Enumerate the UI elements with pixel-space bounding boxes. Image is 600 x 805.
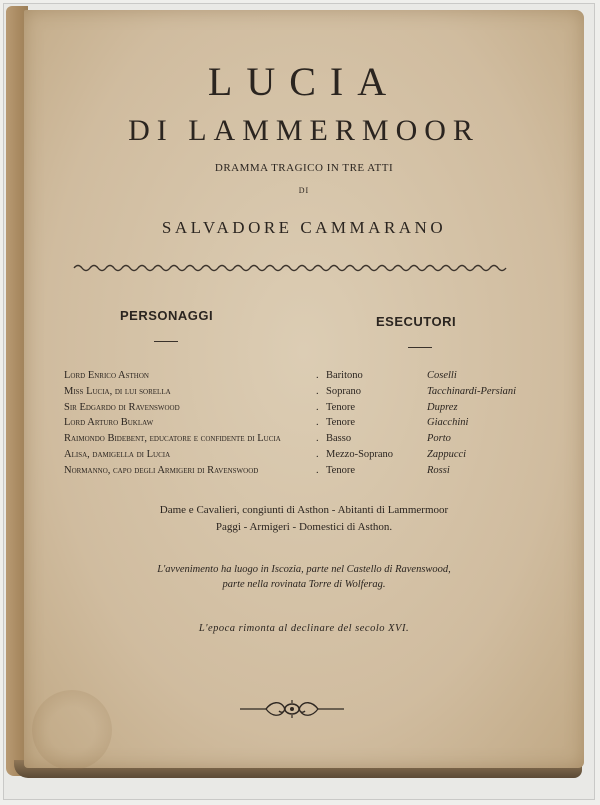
dot-leader: . — [316, 385, 326, 397]
singer-name: Duprez — [427, 401, 458, 413]
voice-type: Tenore — [326, 464, 355, 476]
voice-type: Tenore — [326, 417, 355, 429]
character-name: Lord Enrico Asthon — [64, 370, 149, 381]
character-name: Alisa, damigella di Lucia — [64, 448, 171, 460]
voice-type: Tenore — [326, 401, 355, 413]
setting-line: L'avvenimento ha luogo in Iscozia, parte nel Castello di Ravenswood, — [157, 564, 451, 575]
dot-leader: . — [316, 417, 326, 429]
dot-leader: . — [316, 448, 326, 460]
character-name: Normanno, capo degli Armigeri di Ravenswood — [64, 464, 259, 476]
characters-heading: PERSONAGGI — [120, 308, 214, 323]
ornament-vignette — [236, 698, 348, 720]
chorus-line: Paggi - Armigeri - Domestici di Asthon. — [215, 521, 393, 533]
dot-leader: . — [316, 401, 326, 413]
character-name: Lord Arturo Buklaw — [64, 417, 154, 429]
epoch-note: L'epoca rimonta al declinare del secolo XVI. — [198, 623, 410, 634]
opera-subtitle: DI LAMMERMOOR — [128, 114, 480, 147]
voice-type: Soprano — [326, 385, 361, 397]
singer-name: Coselli — [427, 370, 457, 381]
singer-name: Rossi — [427, 464, 450, 476]
characters-underline — [154, 341, 178, 342]
cast-row — [64, 368, 544, 384]
singer-name: Zappucci — [427, 448, 467, 460]
dot-leader: . — [316, 433, 326, 445]
genre-line: DRAMMA TRAGICO IN TRE ATTI — [214, 162, 394, 174]
opera-title: LUCIA — [207, 59, 401, 104]
singer-name: Tacchinardi-Persiani — [427, 385, 517, 397]
performers-heading: ESECUTORI — [376, 314, 457, 329]
cast-row — [64, 415, 544, 431]
singer-name: Giacchini — [427, 417, 469, 429]
performers-underline — [408, 347, 432, 348]
page-stain — [32, 690, 112, 770]
character-name: Sir Edgardo di Ravenswood — [64, 401, 180, 413]
cast-list — [64, 368, 544, 479]
character-name: Miss Lucia, di lui sorella — [64, 385, 171, 397]
voice-type: Mezzo-Soprano — [326, 448, 394, 460]
dot-leader: . — [316, 370, 326, 381]
ornament-rule — [72, 262, 512, 274]
cast-row — [64, 400, 544, 416]
setting-line: parte nella rovinata Torre di Wolferag. — [222, 579, 386, 590]
author-name: SALVADORE CAMMARANO — [161, 218, 447, 237]
voice-type: Basso — [326, 433, 352, 445]
dot-leader: . — [316, 464, 326, 476]
setting-note — [24, 562, 584, 592]
by-line: DI — [298, 186, 310, 195]
cast-row — [64, 431, 544, 447]
chorus-line: Dame e Cavalieri, congiunti di Asthon - Abitanti di Lammermoor — [159, 504, 449, 516]
chorus-list — [24, 502, 584, 536]
cast-row — [64, 447, 544, 463]
cast-row — [64, 384, 544, 400]
voice-type: Baritono — [326, 370, 363, 381]
title-page — [24, 10, 584, 768]
cast-row — [64, 463, 544, 479]
singer-name: Porto — [427, 433, 451, 445]
character-name: Raimondo Bidebent, educatore e confidente di Lucia — [64, 433, 281, 445]
